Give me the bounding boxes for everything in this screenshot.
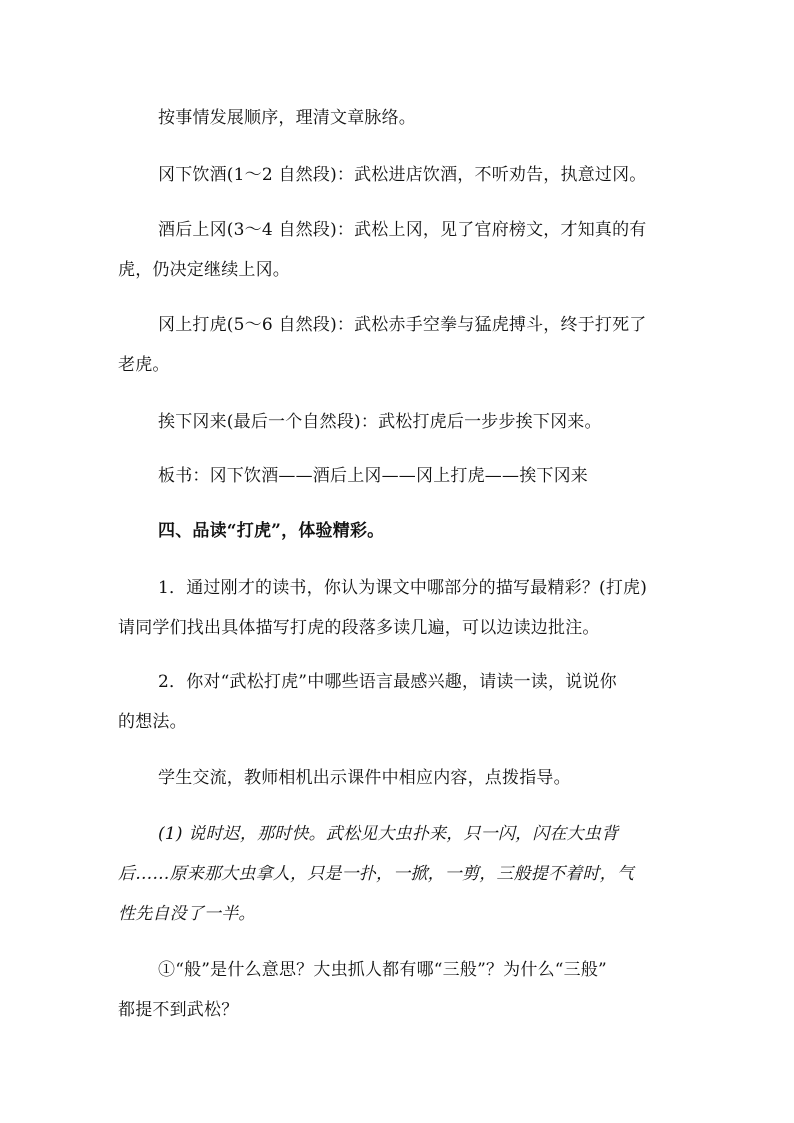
question-two-line-2: 的想法。	[118, 712, 187, 732]
question-one-line-2: 请同学们找出具体描写打虎的段落多读几遍，可以边读边批注。	[118, 618, 600, 638]
section-heading-four: 四、品读“打虎”，体验精彩。	[158, 521, 385, 541]
paragraph-fighting-tiger-line-2: 老虎。	[118, 355, 170, 375]
quoted-passage-line-2: 后……原来那大虫拿人，只是一扑，一掀，一剪，三般提不着时，气	[118, 864, 634, 884]
paragraph-student-exchange: 学生交流，教师相机出示课件中相应内容，点拨指导。	[158, 768, 571, 788]
paragraph-descending-ridge: 挨下冈来(最后一个自然段)：武松打虎后一步步挨下冈来。	[158, 412, 602, 432]
question-one-line-1: 1．通过刚才的读书，你认为课文中哪部分的描写最精彩？(打虎)	[158, 578, 648, 598]
sub-question-line-1: ①“般”是什么意思？大虫抓人都有哪“三般”？为什么“三般”	[158, 960, 607, 980]
paragraph-fighting-tiger-line-1: 冈上打虎(5～6 自然段)：武松赤手空拳与猛虎搏斗，终于打死了	[158, 315, 647, 335]
paragraph-sequence-intro: 按事情发展顺序，理清文章脉络。	[158, 108, 416, 128]
paragraph-drinking-below-ridge: 冈下饮酒(1～2 自然段)：武松进店饮酒，不听劝告，执意过冈。	[158, 165, 647, 185]
question-two-line-1: 2．你对“武松打虎”中哪些语言最感兴趣，请读一读，说说你	[158, 672, 617, 692]
quoted-passage-line-3: 性先自没了一半。	[118, 904, 256, 924]
quoted-passage-line-1: (1) 说时迟，那时快。武松见大虫扑来，只一闪，闪在大虫背	[158, 824, 619, 844]
paragraph-climbing-ridge-line-1: 酒后上冈(3～4 自然段)：武松上冈，见了官府榜文，才知真的有	[158, 220, 647, 240]
paragraph-climbing-ridge-line-2: 虎，仍决定继续上冈。	[118, 260, 290, 280]
sub-question-line-2: 都提不到武松？	[118, 1000, 239, 1020]
paragraph-blackboard-summary: 板书：冈下饮酒——酒后上冈——冈上打虎——挨下冈来	[158, 466, 588, 486]
